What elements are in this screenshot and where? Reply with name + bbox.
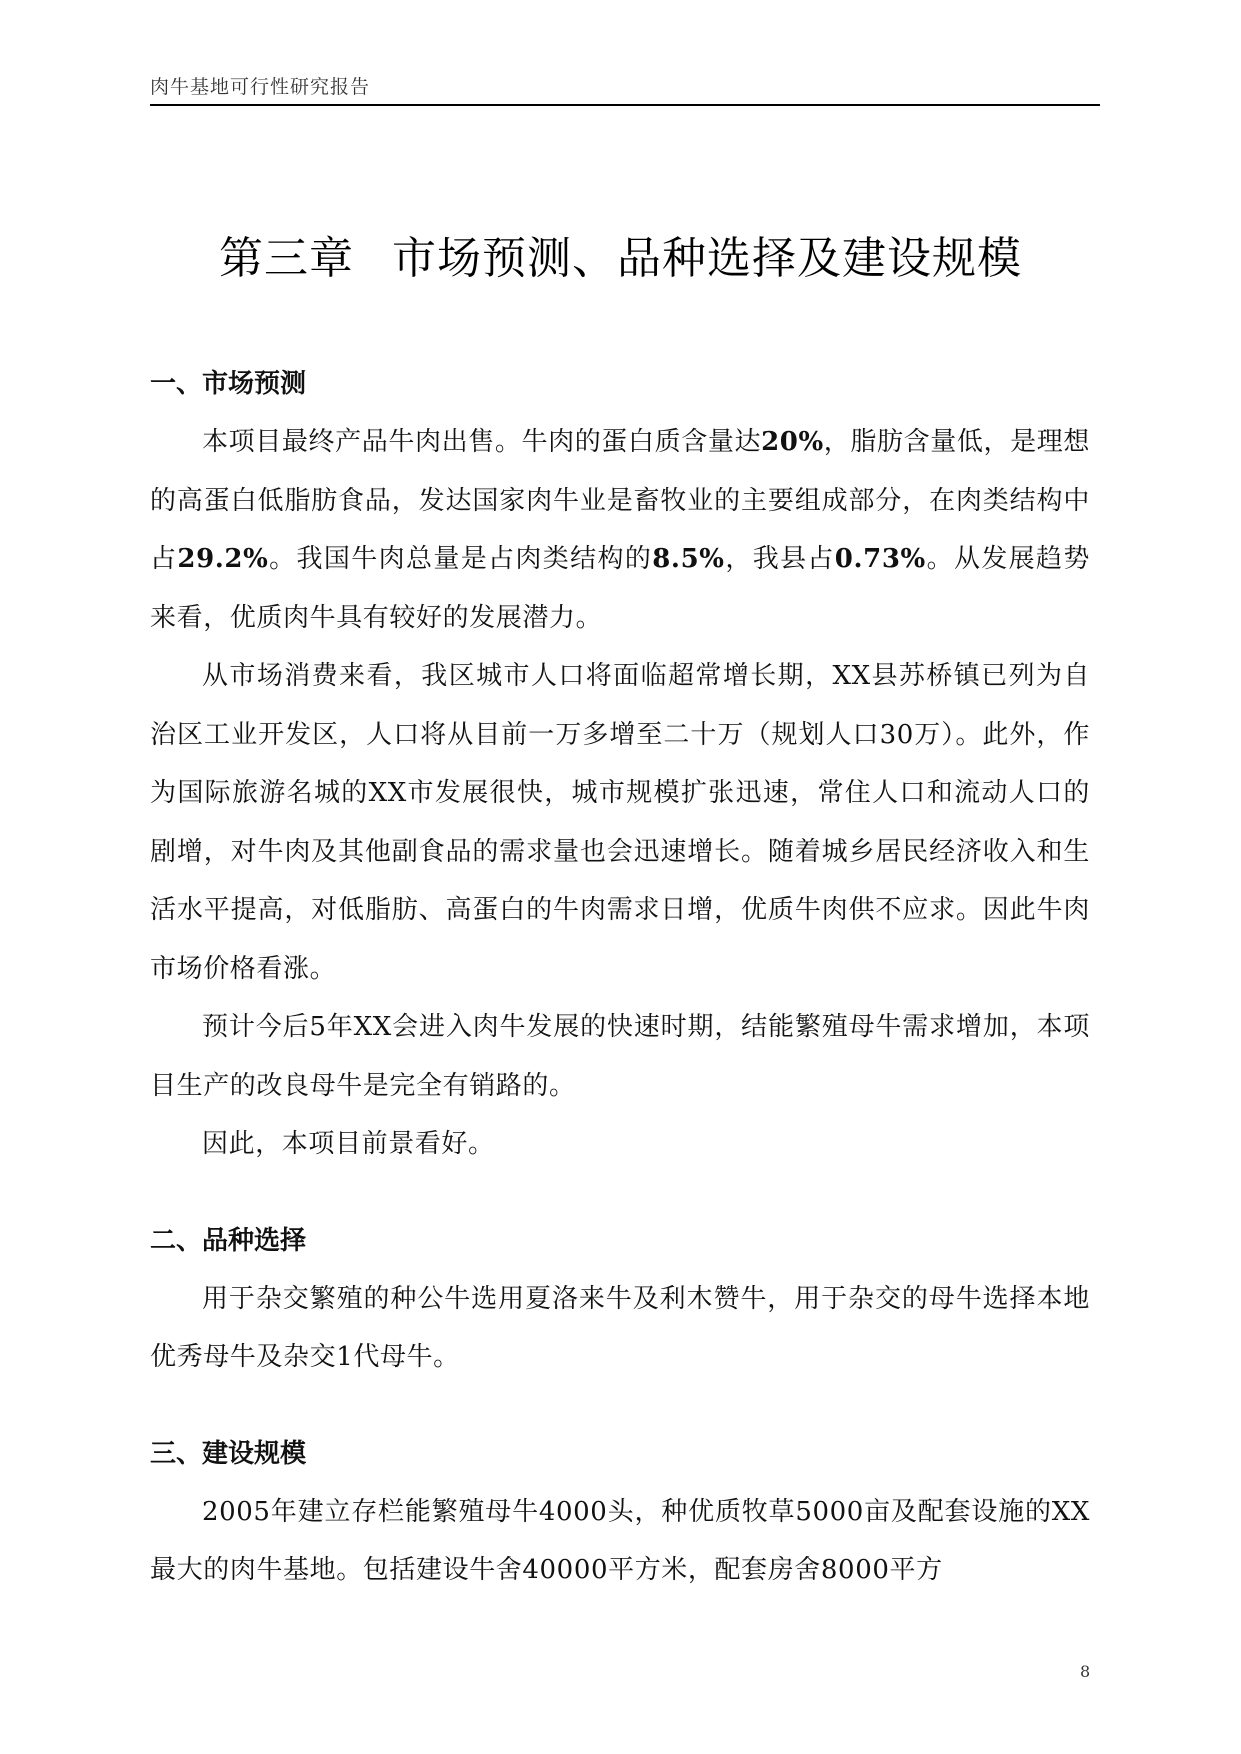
section-heading-breed: 二、品种选择 bbox=[150, 1225, 307, 1256]
text-run: ，脂肪含量低，是理想的高蛋白低脂肪食品，发达国家肉牛业是畜牧业的主要组成部分，在肉类结构中占 bbox=[150, 427, 1090, 574]
chapter-title bbox=[0, 222, 1241, 286]
meat-share-percent: 29.2% bbox=[177, 544, 269, 574]
paragraph-market-1 bbox=[150, 413, 1090, 647]
protein-percent: 20% bbox=[761, 427, 824, 457]
national-share-percent: 8.5% bbox=[652, 544, 725, 574]
chapter-label: 第三章 bbox=[219, 233, 354, 284]
text-run: 。我国牛肉总量是占肉类结构的 bbox=[268, 544, 653, 574]
header-rule bbox=[150, 104, 1100, 106]
chapter-heading: 市场预测、品种选择及建设规模 bbox=[392, 233, 1022, 284]
text-run: 。从发展趋势来看，优质肉牛具有较好的发展潜力。 bbox=[150, 544, 1090, 633]
page-number: 8 bbox=[1080, 1662, 1091, 1681]
paragraph-market-3: 预计今后5年XX会进入肉牛发展的快速时期，结能繁殖母牛需求增加，本项目生产的改良母牛是完全有销路的。 bbox=[150, 1012, 1090, 1101]
paragraph-scale-1: 2005年建立存栏能繁殖母牛4000头，种优质牧草5000亩及配套设施的XX最大的肉牛基地。包括建设牛舍40000平方米，配套房舍8000平方 bbox=[150, 1496, 1090, 1585]
paragraph-market-4: 因此，本项目前景看好。 bbox=[202, 1129, 495, 1159]
document-body bbox=[150, 355, 1090, 1600]
page-header bbox=[150, 72, 1100, 99]
text-run: ，我县占 bbox=[724, 544, 835, 574]
text-run: 本项目最终产品牛肉出售。牛肉的蛋白质含量达 bbox=[202, 427, 762, 457]
section-heading-market: 一、市场预测 bbox=[150, 369, 307, 399]
paragraph-breed-1: 用于杂交繁殖的种公牛选用夏洛来牛及利木赞牛，用于杂交的母牛选择本地优秀母牛及杂交1代母牛。 bbox=[150, 1283, 1090, 1372]
county-share-percent: 0.73% bbox=[834, 544, 926, 574]
section-heading-scale: 三、建设规模 bbox=[150, 1438, 307, 1469]
paragraph-market-2: 从市场消费来看，我区城市人口将面临超常增长期，XX县苏桥镇已列为自治区工业开发区，人口将从目前一万多增至二十万（规划人口30万）。此外，作为国际旅游名城的XX市发展很快，城市规模扩张迅速，常住人口和流动人口的剧增，对牛肉及其他副食品的需求量也会迅速增长。随着城乡居民经济收入和生活水平提高，对低脂肪、高蛋白的牛肉需求日增，优质牛肉供不应求。因此牛肉市场价格看涨。 bbox=[150, 661, 1090, 984]
header-title: 肉牛基地可行性研究报告 bbox=[150, 76, 371, 98]
